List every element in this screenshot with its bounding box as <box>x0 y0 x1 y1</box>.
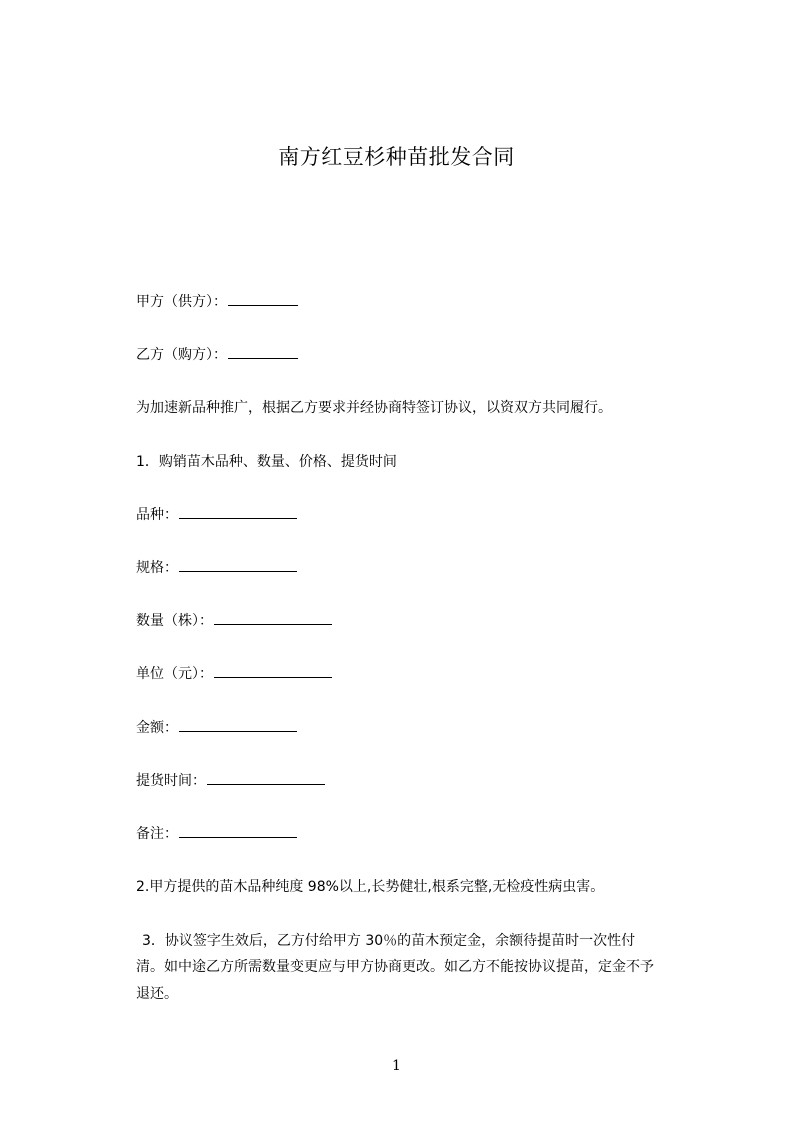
field-remarks-label: 备注： <box>136 826 178 842</box>
field-remarks-blank <box>179 825 297 838</box>
field-remarks <box>136 824 297 844</box>
field-amount-label: 金额： <box>136 720 178 736</box>
document-title: 南方红豆杉种苗批发合同 <box>278 145 515 169</box>
field-quantity <box>136 611 332 631</box>
field-unit-price <box>136 664 332 684</box>
field-pickup-time-blank <box>207 772 325 785</box>
section-2-paragraph: 2.甲方提供的苗木品种纯度 98%以上,长势健壮,根系完整,无检疫性病虫害。 <box>136 879 605 895</box>
party-b-blank <box>228 346 298 359</box>
field-amount <box>136 718 297 738</box>
field-variety-blank <box>179 506 297 519</box>
page-number: 1 <box>392 1058 401 1074</box>
intro-paragraph: 为加速新品种推广，根据乙方要求并经协商特签订协议，以资双方共同履行。 <box>136 400 612 416</box>
party-b-line <box>136 345 298 365</box>
party-a-label: 甲方（供方）： <box>136 294 227 310</box>
field-amount-blank <box>179 719 297 732</box>
section-3-line-1: 3．协议签字生效后，乙方付给甲方 30％的苗木预定金，余额待提苗时一次性付 <box>142 933 636 949</box>
section-3-line-3: 退还。 <box>136 986 178 1002</box>
field-spec <box>136 558 297 578</box>
party-a-blank <box>228 293 298 306</box>
field-variety-label: 品种： <box>136 507 178 523</box>
party-a-line <box>136 292 298 312</box>
field-unit-price-label: 单位（元）： <box>136 666 213 682</box>
field-spec-label: 规格： <box>136 560 178 576</box>
field-pickup-time-label: 提货时间： <box>136 773 206 789</box>
field-spec-blank <box>179 559 297 572</box>
field-pickup-time <box>136 771 325 791</box>
section-1-heading: 1．购销苗木品种、数量、价格、提货时间 <box>136 454 397 470</box>
section-3-line-2: 清。如中途乙方所需数量变更应与甲方协商更改。如乙方不能按协议提苗，定金不予 <box>136 959 654 975</box>
party-b-label: 乙方（购方）： <box>136 347 227 363</box>
field-quantity-label: 数量（株）： <box>136 613 213 629</box>
field-variety <box>136 505 297 525</box>
field-quantity-blank <box>214 612 332 625</box>
field-unit-price-blank <box>214 665 332 678</box>
